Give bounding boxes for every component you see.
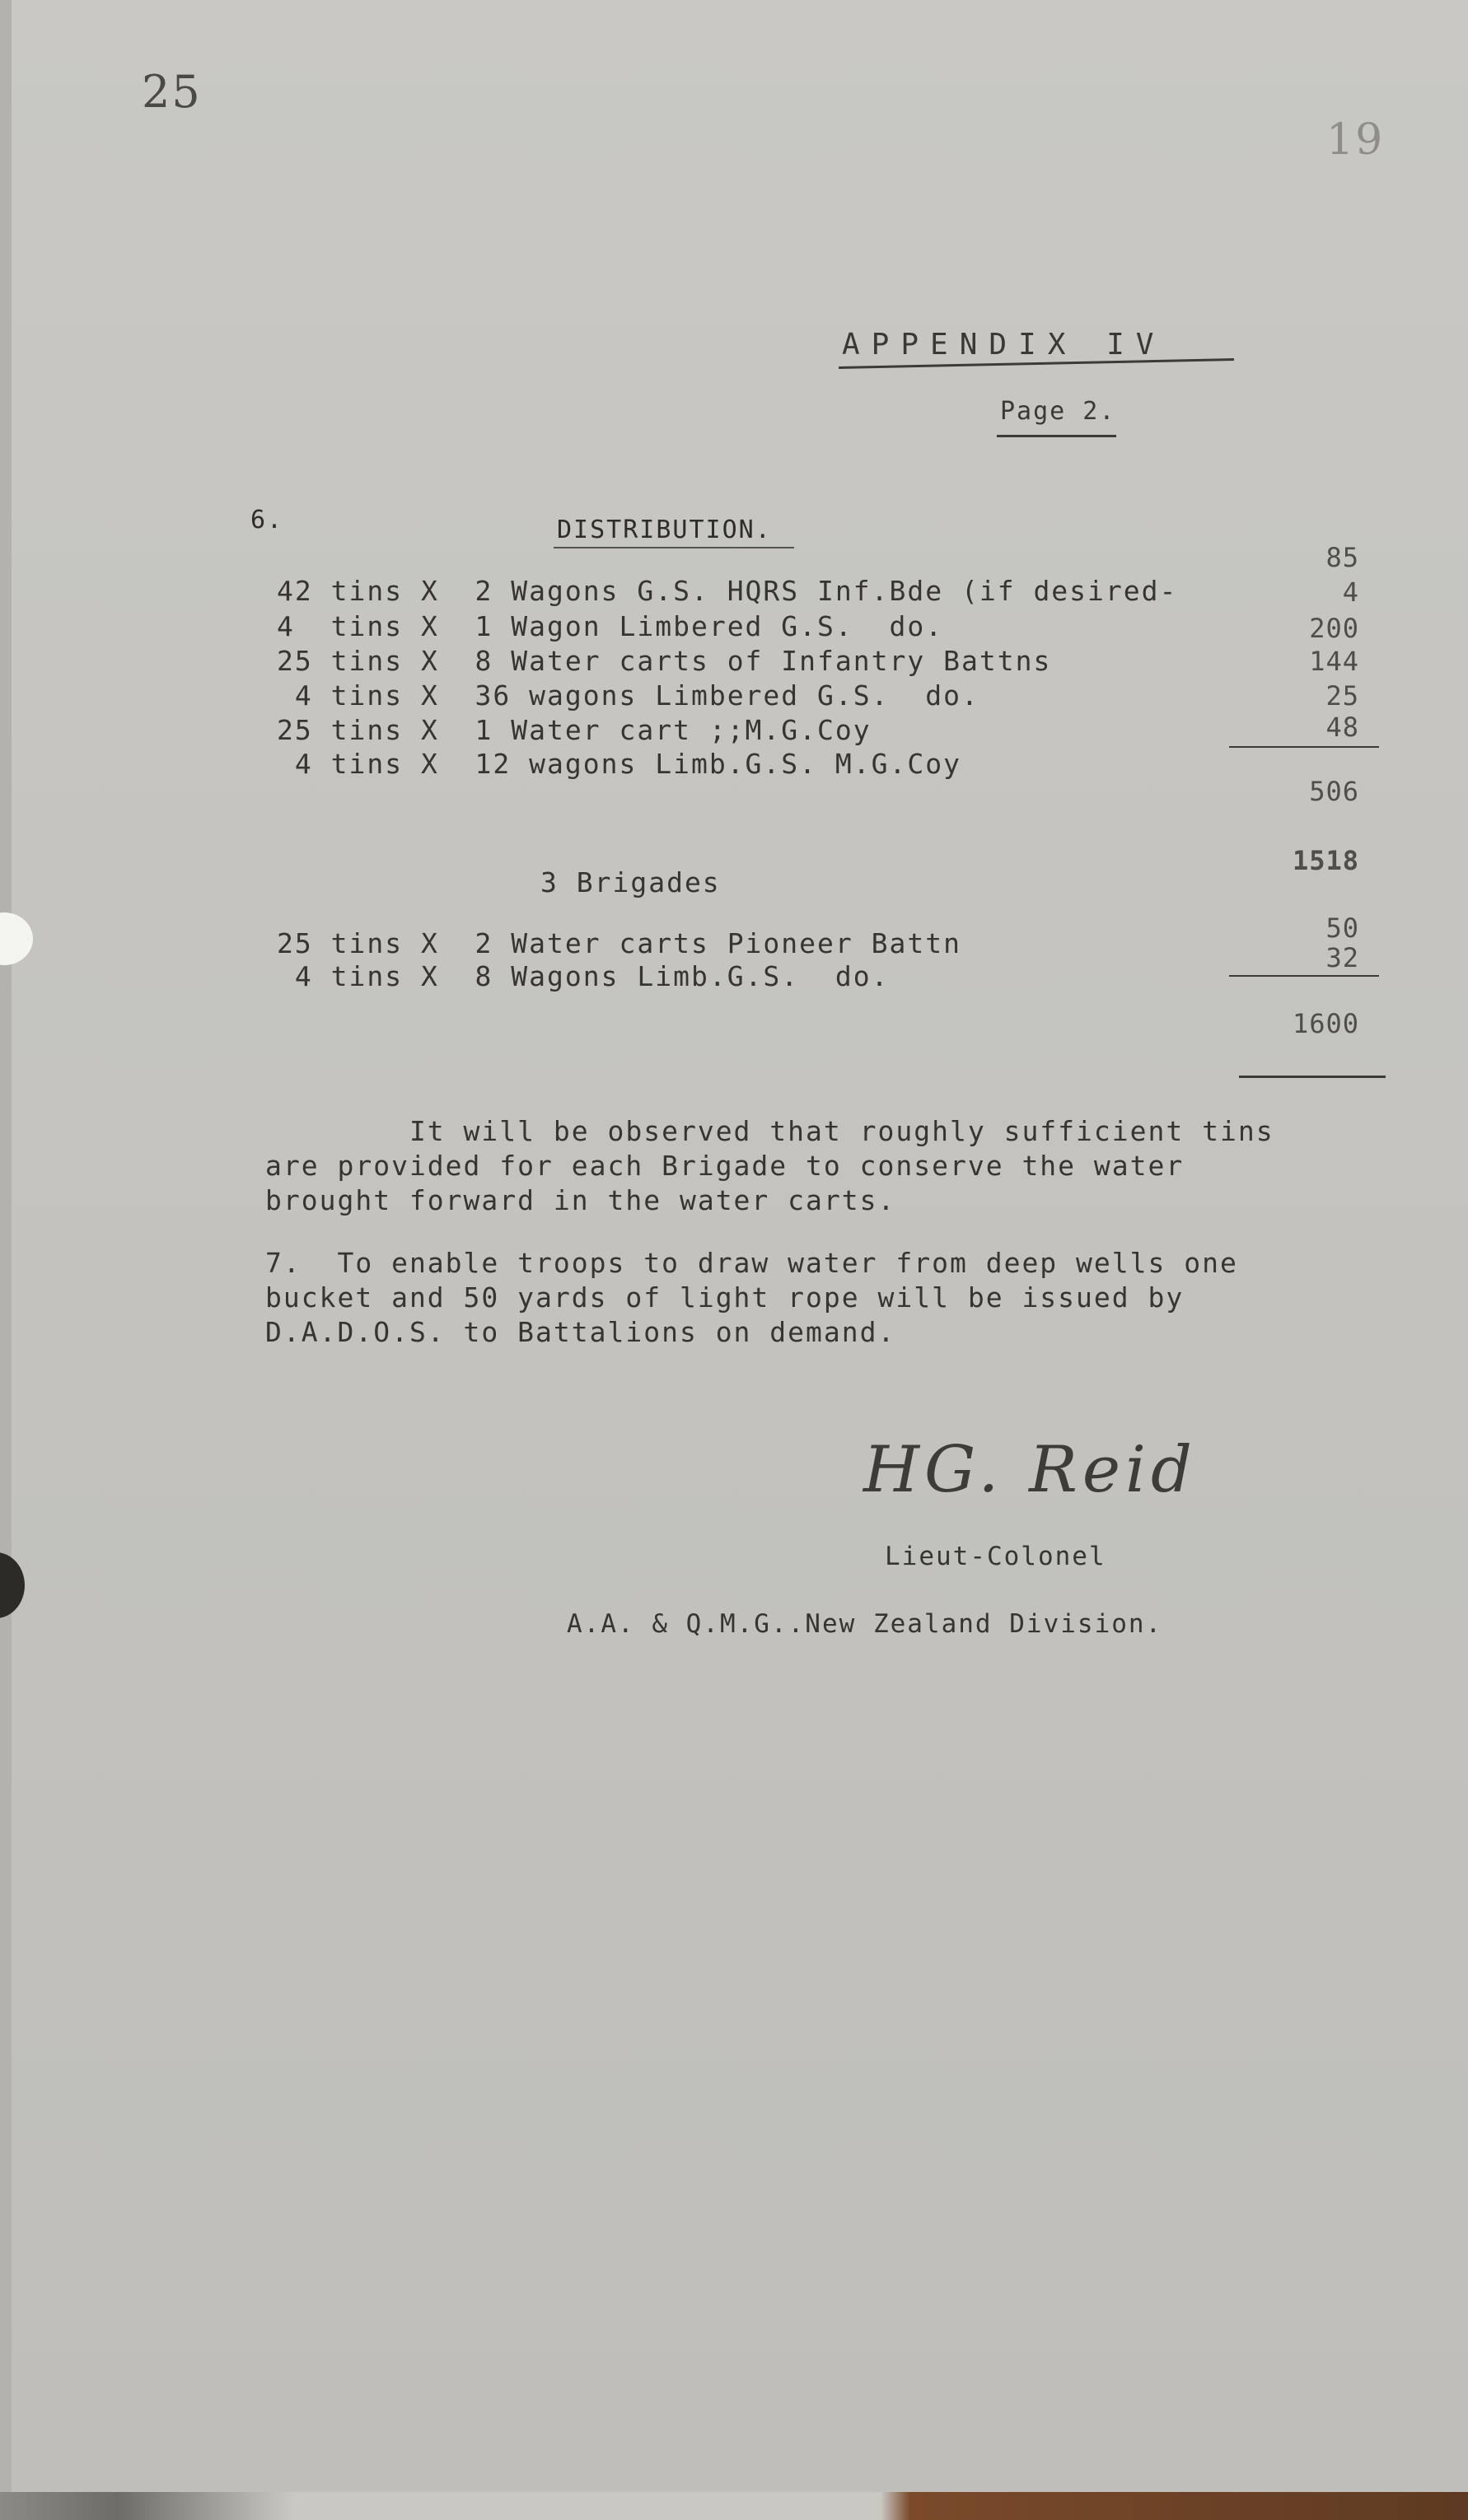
punch-hole-lower [0, 1552, 25, 1618]
column-value: 25 [1325, 680, 1359, 712]
item7-line: 7. To enable troops to draw water from deep wells one [265, 1247, 1238, 1279]
column-value: 4 [1342, 576, 1359, 608]
distribution-row: 4 tins X 1 Wagon Limbered G.S. do. [277, 610, 944, 642]
pioneer-row: 4 tins X 8 Wagons Limb.G.S. do. [277, 960, 890, 992]
column-value: 144 [1309, 646, 1359, 677]
distribution-row: 4 tins X 12 wagons Limb.G.S. M.G.Coy [277, 748, 961, 780]
page-label-underline [997, 435, 1116, 437]
grand-total-rule-top [1229, 975, 1379, 977]
subtotal-rule [1229, 746, 1379, 748]
paper-edge [0, 0, 12, 2520]
item7-line: bucket and 50 yards of light rope will be issued by [265, 1281, 1185, 1314]
section-number: 6. [250, 506, 284, 534]
page-label: Page 2. [1000, 397, 1116, 426]
observation-line: brought forward in the water carts. [265, 1184, 896, 1216]
distribution-row: 4 tins X 36 wagons Limbered G.S. do. [277, 679, 979, 712]
pioneer-value: 32 [1325, 942, 1359, 973]
page-number-handwritten: 25 [142, 66, 202, 118]
column-value: 200 [1309, 613, 1359, 644]
column-value: 85 [1325, 542, 1359, 573]
section-heading-underline [554, 547, 794, 548]
signature-title: A.A. & Q.M.G..New Zealand Division. [567, 1609, 1163, 1639]
pioneer-row: 25 tins X 2 Water carts Pioneer Battn [277, 927, 961, 959]
observation-line: It will be observed that roughly sufficient tins [265, 1115, 1274, 1147]
brigades-label: 3 Brigades [540, 866, 721, 898]
column-value: 48 [1325, 712, 1359, 743]
handwritten-signature: HG. Reid [863, 1433, 1197, 1507]
subtotal-value: 506 [1309, 776, 1359, 807]
distribution-row: 25 tins X 1 Water cart ;;M.G.Coy [277, 714, 872, 746]
grand-total-value: 1600 [1292, 1008, 1359, 1039]
punch-hole-upper [0, 912, 33, 965]
bottom-edge [0, 2492, 1468, 2520]
pioneer-value: 50 [1325, 912, 1359, 944]
appendix-title: APPENDIX IV [842, 328, 1166, 362]
item7-line: D.A.D.O.S. to Battalions on demand. [265, 1316, 896, 1348]
brigades-total-value: 1518 [1292, 845, 1359, 876]
distribution-row: 42 tins X 2 Wagons G.S. HQRS Inf.Bde (if desired- [277, 575, 1178, 607]
observation-line: are provided for each Brigade to conserve the water [265, 1150, 1185, 1182]
signature-rank: Lieut-Colonel [885, 1542, 1106, 1571]
folio-number: 19 [1326, 115, 1385, 165]
section-heading: DISTRIBUTION. [557, 516, 772, 544]
distribution-row: 25 tins X 8 Water carts of Infantry Battns [277, 645, 1052, 677]
grand-total-rule-bottom [1239, 1076, 1386, 1078]
